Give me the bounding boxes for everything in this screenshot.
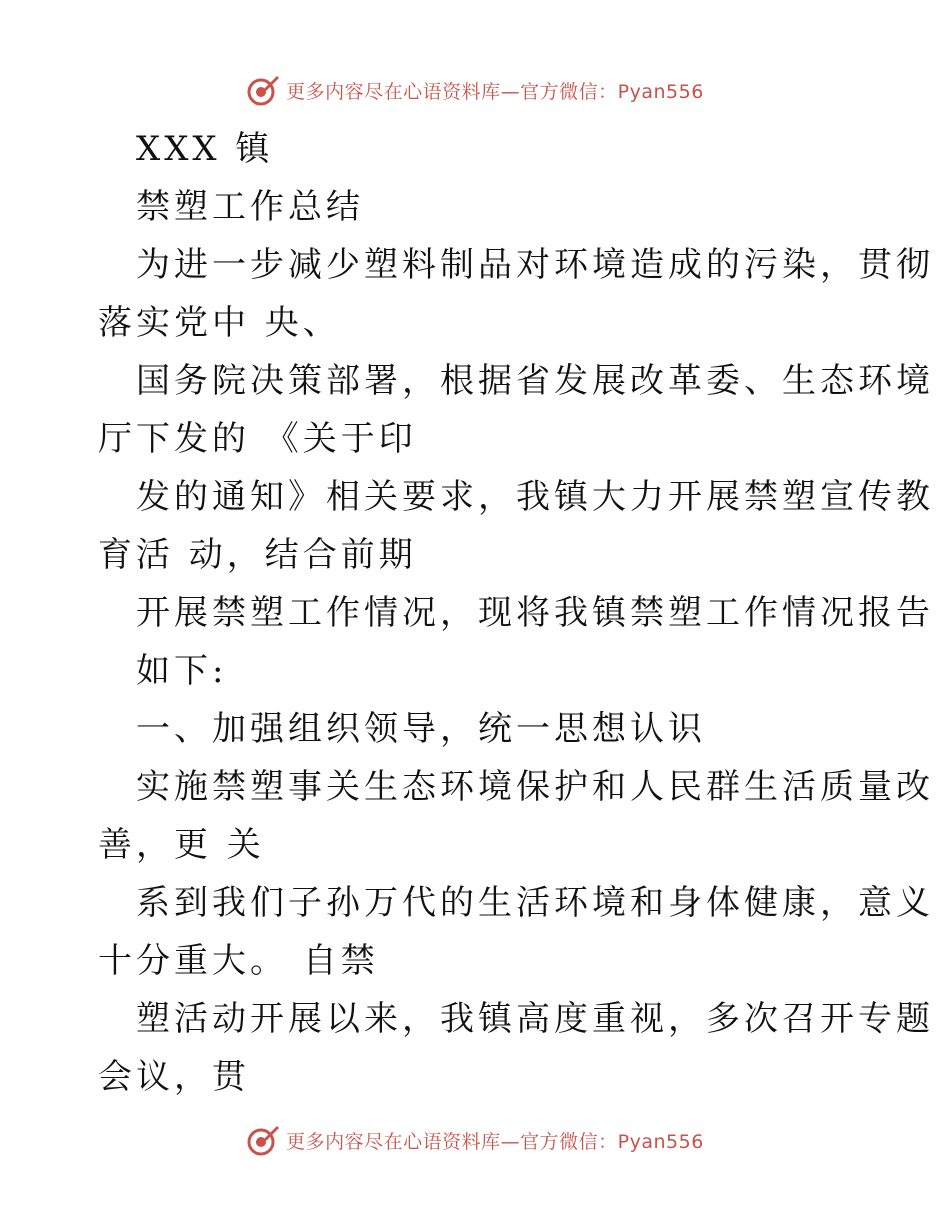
document-line: 育活 动，结合前期 — [98, 535, 417, 575]
document-line: 会议，贯 — [98, 1057, 250, 1097]
document-line: 开展禁塑工作情况，现将我镇禁塑工作情况报告 — [136, 593, 934, 633]
document-line: 落实党中 央、 — [98, 303, 341, 343]
header-watermark — [0, 70, 950, 110]
document-line: 厅下发的 《关于印 — [98, 419, 417, 459]
document-line: 如下: — [136, 651, 228, 691]
document-line: 国务院决策部署，根据省发展改革委、生态环境 — [136, 361, 934, 401]
watermark-text: 更多内容尽在心语资料库—官方微信：Pyan556 — [286, 1130, 704, 1153]
document-line: 禁塑工作总结 — [136, 187, 364, 227]
watermark-text: 更多内容尽在心语资料库—官方微信：Pyan556 — [286, 80, 704, 103]
document-line: 为进一步减少塑料制品对环境造成的污染，贯彻 — [136, 245, 934, 285]
document-line: 塑活动开展以来，我镇高度重视，多次召开专题 — [136, 999, 934, 1039]
document-line: 发的通知》相关要求，我镇大力开展禁塑宣传教 — [136, 477, 934, 517]
document-line: 十分重大。 自禁 — [98, 941, 379, 981]
document-line: XXX 镇 — [136, 129, 274, 169]
footer-watermark — [0, 1120, 950, 1160]
section-heading: 一、加强组织领导，统一思想认识 — [136, 709, 706, 749]
document-line: 系到我们子孙万代的生活环境和身体健康，意义 — [136, 883, 934, 923]
document-line: 善，更 关 — [98, 825, 265, 865]
document-line: 实施禁塑事关生态环境保护和人民群生活质量改 — [136, 767, 934, 807]
logo-icon — [246, 73, 280, 107]
logo-icon — [246, 1123, 280, 1157]
